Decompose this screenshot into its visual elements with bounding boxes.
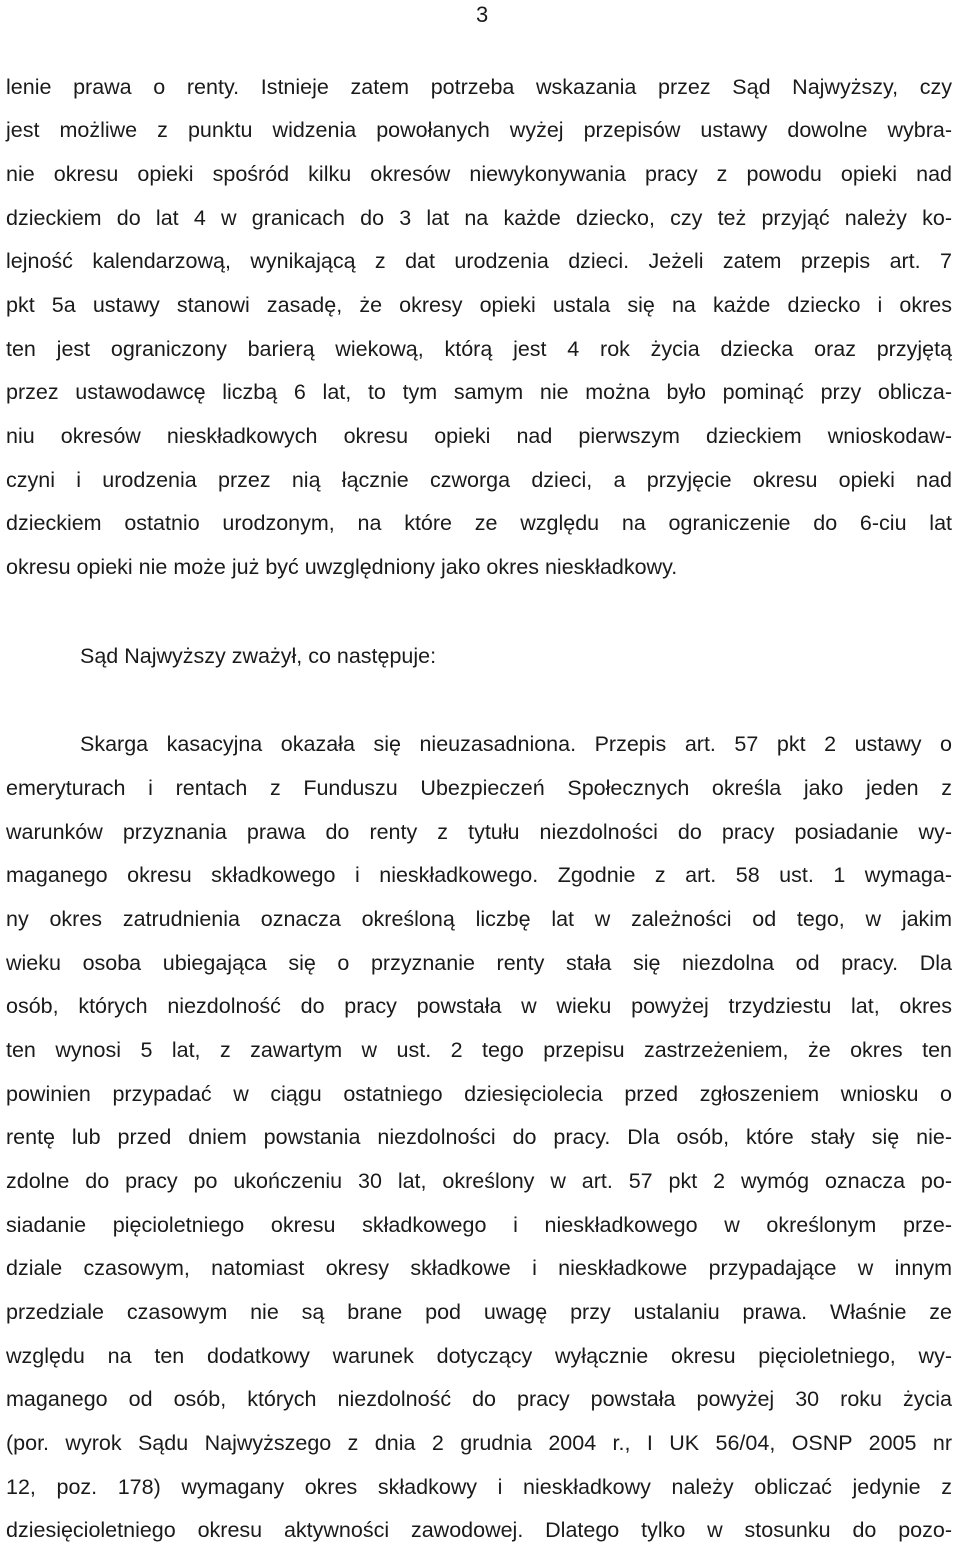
text-line: przedziale czasowym nie są brane pod uwagę przy ustalaniu prawa. Właśnie ze bbox=[6, 1300, 952, 1324]
page-number: 3 bbox=[476, 2, 489, 27]
text-line: powinien przypadać w ciągu ostatniego dziesięciolecia przed zgłoszeniem wniosku o bbox=[6, 1082, 952, 1106]
text-line: osób, których niezdolność do pracy powstała w wieku powyżej trzydziestu lat, okres bbox=[6, 994, 952, 1018]
text-line: dzieckiem do lat 4 w granicach do 3 lat na każde dziecko, czy też przyjąć należy ko- bbox=[6, 206, 952, 230]
text-line: 12, poz. 178) wymagany okres składkowy i nieskładkowy należy obliczać jedynie z bbox=[6, 1475, 952, 1499]
text-line: emeryturach i rentach z Funduszu Ubezpieczeń Społecznych określa jako jeden z bbox=[6, 776, 952, 800]
text-line: nie okresu opieki spośród kilku okresów niewykonywania pracy z powodu opieki nad bbox=[6, 162, 952, 186]
text-line: przez ustawodawcę liczbą 6 lat, to tym samym nie można było pominąć przy oblicza- bbox=[6, 380, 952, 404]
text-line: (por. wyrok Sądu Najwyższego z dnia 2 grudnia 2004 r., I UK 56/04, OSNP 2005 nr bbox=[6, 1431, 952, 1455]
section-heading: Sąd Najwyższy zważył, co następuje: bbox=[80, 644, 437, 668]
text-line: dzieckiem ostatnio urodzonym, na które ze względu na ograniczenie do 6-ciu lat bbox=[6, 511, 952, 535]
text-line: okresu opieki nie może już być uwzględniony jako okres nieskładkowy. bbox=[6, 555, 678, 579]
text-line: jest możliwe z punktu widzenia powołanych wyżej przepisów ustawy dowolne wybra- bbox=[6, 118, 952, 142]
text-line: wieku osoba ubiegająca się o przyznanie renty stała się niezdolna od pracy. Dla bbox=[6, 951, 952, 975]
text-line: ten wynosi 5 lat, z zawartym w ust. 2 tego przepisu zastrzeżeniem, że okres ten bbox=[6, 1038, 952, 1062]
text-line: maganego okresu składkowego i nieskładkowego. Zgodnie z art. 58 ust. 1 wymaga- bbox=[6, 863, 952, 887]
text-line: siadanie pięcioletniego okresu składkowego i nieskładkowego w określonym prze- bbox=[6, 1213, 952, 1237]
text-line: niu okresów nieskładkowych okresu opieki nad pierwszym dzieckiem wnioskodaw- bbox=[6, 424, 952, 448]
text-line: maganego od osób, których niezdolność do pracy powstała powyżej 30 roku życia bbox=[6, 1387, 952, 1411]
text-line: dziale czasowym, natomiast okresy składkowe i nieskładkowe przypadające w innym bbox=[6, 1256, 952, 1280]
text-line: czyni i urodzenia przez nią łącznie czworga dzieci, a przyjęcie okresu opieki nad bbox=[6, 468, 952, 492]
text-line: Skarga kasacyjna okazała się nieuzasadniona. Przepis art. 57 pkt 2 ustawy o bbox=[80, 732, 952, 756]
text-line: warunków przyznania prawa do renty z tytułu niezdolności do pracy posiadanie wy- bbox=[6, 820, 952, 844]
text-line: lejność kalendarzową, wynikającą z dat urodzenia dzieci. Jeżeli zatem przepis art. 7 bbox=[6, 249, 952, 273]
text-line: pkt 5a ustawy stanowi zasadę, że okresy opieki ustala się na każde dziecko i okres bbox=[6, 293, 952, 317]
text-line: lenie prawa o renty. Istnieje zatem potrzeba wskazania przez Sąd Najwyższy, czy bbox=[6, 75, 952, 99]
text-line: dziesięcioletniego okresu aktywności zawodowej. Dlatego tylko w stosunku do pozo- bbox=[6, 1518, 952, 1542]
text-line: zdolne do pracy po ukończeniu 30 lat, określony w art. 57 pkt 2 wymóg oznacza po- bbox=[6, 1169, 952, 1193]
text-line: rentę lub przed dniem powstania niezdolności do pracy. Dla osób, które stały się nie- bbox=[6, 1125, 952, 1149]
text-line: ten jest ograniczony barierą wiekową, którą jest 4 rok życia dziecka oraz przyjętą bbox=[6, 337, 952, 361]
text-line: względu na ten dodatkowy warunek dotyczący wyłącznie okresu pięcioletniego, wy- bbox=[6, 1344, 952, 1368]
text-line: ny okres zatrudnienia oznacza określoną liczbę lat w zależności od tego, w jakim bbox=[6, 907, 952, 931]
